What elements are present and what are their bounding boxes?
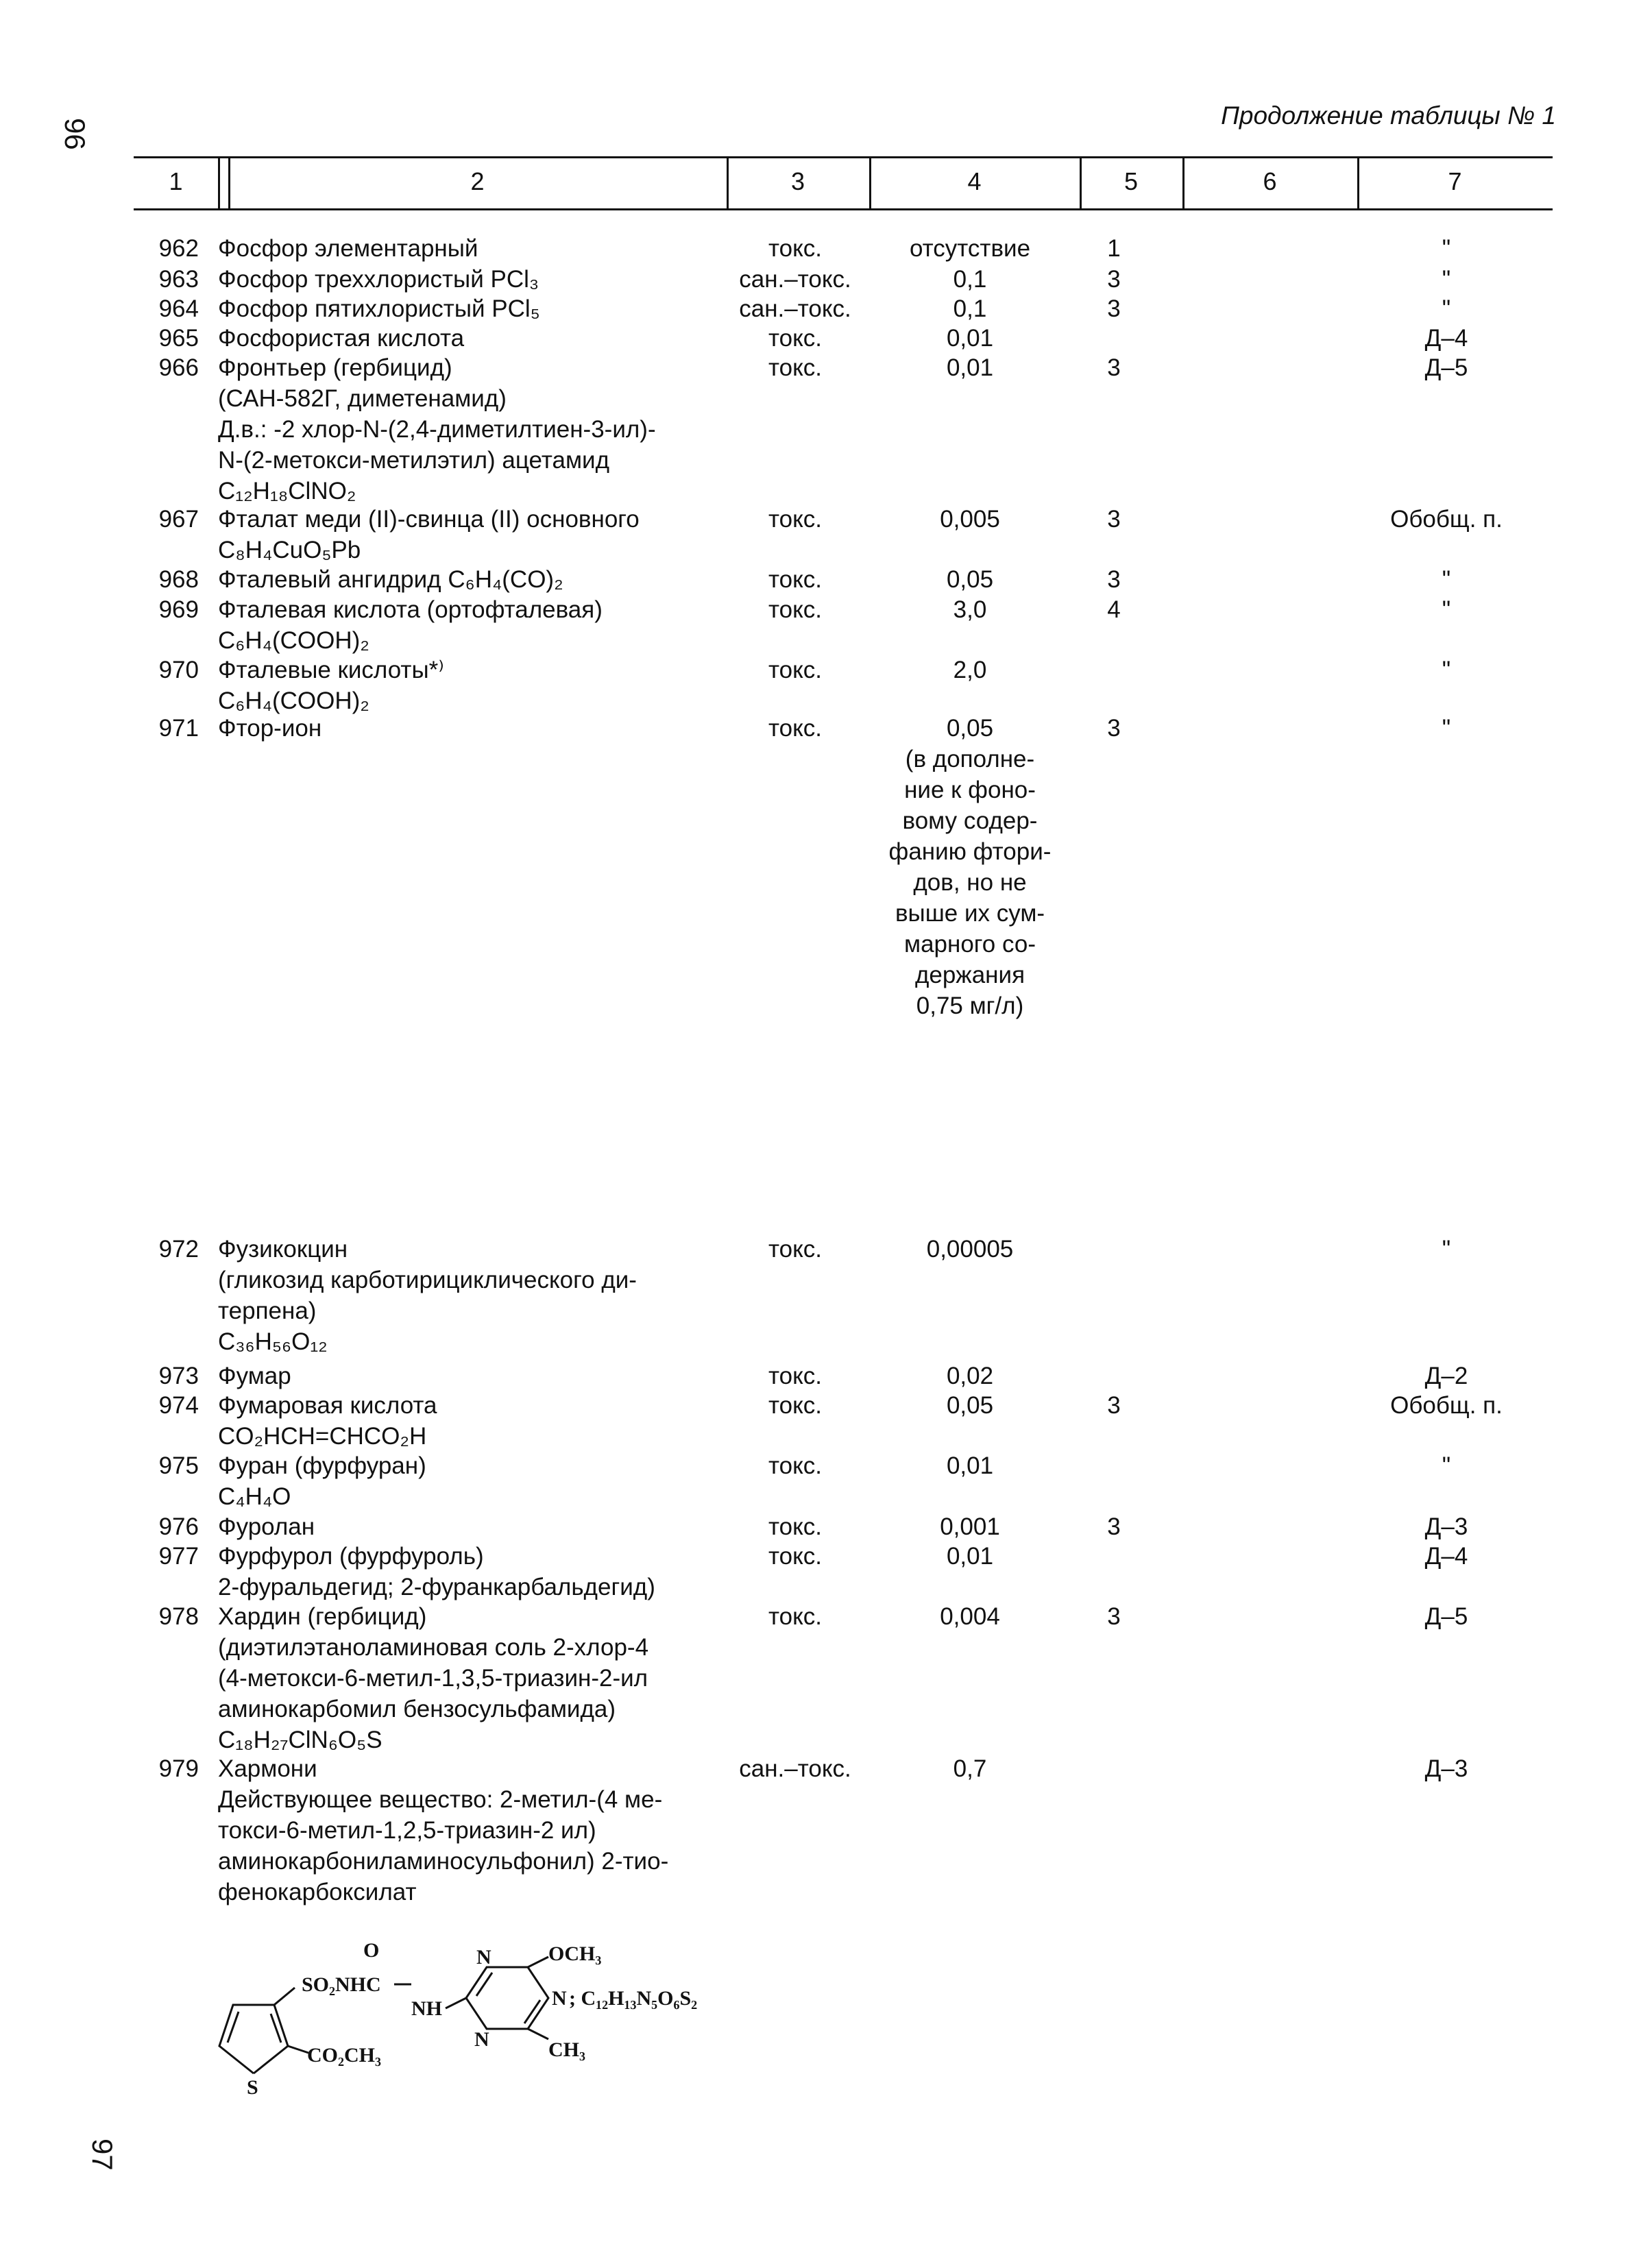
concentration-line: 0,1 bbox=[953, 295, 987, 322]
hazard-indicator: токс. bbox=[768, 235, 823, 262]
hazard-indicator: токс. bbox=[768, 325, 823, 352]
concentration-line: 0,01 bbox=[946, 1543, 994, 1570]
label-s: S bbox=[247, 2076, 258, 2099]
concentration-line: 0,001 bbox=[940, 1513, 1000, 1540]
header-top-rule bbox=[134, 156, 1553, 158]
hazard-indicator: токс. bbox=[768, 1236, 823, 1263]
substance-name-line: Фуролан bbox=[218, 1513, 315, 1540]
label-o: O bbox=[363, 1940, 380, 1962]
row-number: 970 bbox=[158, 657, 199, 683]
method-note: Обобщ. п. bbox=[1390, 506, 1503, 533]
substance-name-line: C₁₂H₁₈ClNO₂ bbox=[218, 478, 356, 504]
substance-name-line: C₈H₄CuO₅Pb bbox=[218, 537, 361, 563]
substance-name-line: аминокарбомил бензосульфамида) bbox=[218, 1696, 616, 1722]
row-number: 969 bbox=[158, 596, 199, 623]
hazard-class: 3 bbox=[1107, 566, 1121, 593]
substance-name-line: Фталевые кислоты*⁾ bbox=[218, 657, 444, 683]
concentration-value bbox=[864, 1234, 1076, 1265]
substance-name bbox=[218, 504, 725, 565]
substance-name bbox=[218, 564, 725, 595]
substance-name-line: Фумар bbox=[218, 1363, 291, 1389]
substance-name-line: Фталат меди (II)-свинца (II) основного bbox=[218, 506, 640, 533]
continuation-title: Продолжение таблицы № 1 bbox=[1221, 101, 1556, 130]
page-number-bottom: 97 bbox=[86, 2139, 119, 2171]
method-note: Д–2 bbox=[1424, 1363, 1468, 1389]
method-note: Д–5 bbox=[1424, 1603, 1468, 1630]
substance-name-line: Хармони bbox=[218, 1755, 317, 1782]
substance-name bbox=[218, 264, 725, 295]
hazard-indicator: сан.–токс. bbox=[739, 1755, 851, 1782]
hazard-indicator: токс. bbox=[768, 566, 823, 593]
substance-name-line: C₆H₄(COOH)₂ bbox=[218, 687, 369, 714]
concentration-value bbox=[864, 504, 1076, 535]
concentration-value bbox=[864, 1753, 1076, 1784]
row-number: 968 bbox=[158, 566, 199, 593]
substance-name-line: Фталевый ангидрид C₆H₄(CO)₂ bbox=[218, 566, 563, 593]
substance-name-line: C₆H₄(COOH)₂ bbox=[218, 627, 369, 654]
concentration-line: 0,01 bbox=[946, 1452, 994, 1479]
substance-name-line: Фуран (фурфуран) bbox=[218, 1452, 426, 1479]
hazard-indicator: токс. bbox=[768, 596, 823, 623]
method-note: " bbox=[1442, 715, 1451, 742]
substance-name-line: C₃₆H₅₆O₁₂ bbox=[218, 1328, 328, 1355]
concentration-line: 0,01 bbox=[946, 325, 994, 352]
concentration-line: держания bbox=[914, 962, 1025, 988]
hazard-indicator: токс. bbox=[768, 1452, 823, 1479]
concentration-value bbox=[864, 713, 1076, 1021]
substance-name-line: 2-фуральдегид; 2-фуранкарбальдегид) bbox=[218, 1574, 655, 1600]
substance-name bbox=[218, 233, 725, 264]
hazard-class: 3 bbox=[1107, 295, 1121, 322]
hazard-indicator: токс. bbox=[768, 1392, 823, 1419]
hazard-indicator: токс. bbox=[768, 1363, 823, 1389]
concentration-line: 0,7 bbox=[953, 1755, 987, 1782]
row-number: 963 bbox=[158, 266, 199, 293]
substance-name bbox=[218, 1541, 725, 1603]
row-number: 976 bbox=[158, 1513, 199, 1540]
concentration-value bbox=[864, 1601, 1076, 1632]
hazard-indicator: токс. bbox=[768, 715, 823, 742]
concentration-value bbox=[864, 1390, 1076, 1421]
concentration-line: выше их сум- bbox=[895, 900, 1045, 927]
concentration-line: (в дополне- bbox=[905, 746, 1035, 772]
method-note: " bbox=[1442, 295, 1451, 322]
concentration-value bbox=[864, 594, 1076, 625]
hazard-class: 3 bbox=[1107, 1603, 1121, 1630]
page-number-top: 96 bbox=[59, 118, 91, 150]
concentration-value bbox=[864, 233, 1076, 264]
method-note: Д–3 bbox=[1424, 1513, 1468, 1540]
concentration-value bbox=[864, 264, 1076, 295]
method-note: " bbox=[1442, 566, 1451, 593]
triazine-ring bbox=[466, 1967, 548, 2029]
label-nh: NH bbox=[411, 1997, 442, 2020]
concentration-line: 3,0 bbox=[953, 596, 987, 623]
row-number: 964 bbox=[158, 295, 199, 322]
substance-name-line: C₁₈H₂₇ClN₆O₅S bbox=[218, 1727, 382, 1753]
substance-name-line: Фосфористая кислота bbox=[218, 325, 465, 352]
concentration-value bbox=[864, 323, 1076, 354]
substance-name bbox=[218, 594, 725, 656]
concentration-line: 0,75 мг/л) bbox=[916, 992, 1024, 1019]
concentration-value bbox=[864, 1541, 1076, 1572]
hazard-indicator: токс. bbox=[768, 354, 823, 381]
substance-name-line: (САН-582Г, диметенамид) bbox=[218, 385, 507, 412]
header-col-1: 1 bbox=[169, 167, 183, 195]
hazard-indicator: токс. bbox=[768, 1513, 823, 1540]
harmony-structural-formula bbox=[206, 1940, 727, 2104]
substance-name-line: Хардин (гербицид) bbox=[218, 1603, 427, 1630]
method-note: " bbox=[1442, 1236, 1451, 1263]
substance-name bbox=[218, 1234, 725, 1357]
substance-name bbox=[218, 1601, 725, 1755]
concentration-line: 0,05 bbox=[946, 1392, 994, 1419]
row-number: 972 bbox=[158, 1236, 199, 1263]
substance-name-line: аминокарбониламиносульфонил) 2-тио- bbox=[218, 1848, 669, 1875]
concentration-line: вому содер- bbox=[902, 807, 1038, 834]
method-note: Д–5 bbox=[1424, 354, 1468, 381]
substance-name-line: терпена) bbox=[218, 1298, 317, 1324]
substance-name bbox=[218, 323, 725, 354]
label-co2ch3: CO₂CH₃ bbox=[307, 2044, 381, 2067]
method-note: Обобщ. п. bbox=[1390, 1392, 1503, 1419]
method-note: " bbox=[1442, 235, 1451, 262]
concentration-line: ние к фоно- bbox=[904, 777, 1036, 803]
concentration-value bbox=[864, 1450, 1076, 1481]
concentration-line: 0,00005 bbox=[926, 1236, 1014, 1263]
concentration-value bbox=[864, 293, 1076, 324]
header-col-2: 2 bbox=[470, 167, 485, 195]
row-number: 975 bbox=[158, 1452, 199, 1479]
substance-name-line: CO₂HCH=CHCO₂H bbox=[218, 1423, 427, 1450]
substance-name bbox=[218, 713, 725, 744]
hazard-indicator: сан.–токс. bbox=[739, 266, 851, 293]
hazard-class: 4 bbox=[1107, 596, 1121, 623]
substance-name-line: Фузикокцин bbox=[218, 1236, 348, 1263]
substance-name-line: Фурфурол (фурфуроль) bbox=[218, 1543, 484, 1570]
label-och3: OCH₃ bbox=[548, 1942, 602, 1965]
header-col-5: 5 bbox=[1123, 167, 1139, 195]
substance-name bbox=[218, 352, 725, 507]
substance-name-line: Фосфор треххлористый PCl₃ bbox=[218, 266, 539, 293]
substance-name-line: Д.в.: -2 хлор-N-(2,4-диметилтиен-3-ил)- bbox=[218, 416, 656, 443]
label-n-top: N bbox=[476, 1946, 491, 1969]
concentration-value bbox=[864, 1361, 1076, 1391]
row-number: 978 bbox=[158, 1603, 199, 1630]
substance-name bbox=[218, 655, 725, 716]
substance-name-line: Действующее вещество: 2-метил-(4 ме- bbox=[218, 1786, 663, 1813]
concentration-line: фанию фтори- bbox=[888, 838, 1052, 865]
method-note: Д–4 bbox=[1424, 325, 1468, 352]
concentration-line: 0,004 bbox=[940, 1603, 1000, 1630]
substance-name-line: фенокарбоксилат bbox=[218, 1879, 417, 1905]
substance-name bbox=[218, 1753, 725, 1908]
substance-name bbox=[218, 1450, 725, 1512]
hazard-indicator: токс. bbox=[768, 1543, 823, 1570]
header-col-6: 6 bbox=[1263, 167, 1277, 195]
substance-name-line: (4-метокси-6-метил-1,3,5-триазин-2-ил bbox=[218, 1665, 648, 1692]
substance-name-line: Фронтьер (гербицид) bbox=[218, 354, 452, 381]
hazard-indicator: сан.–токс. bbox=[739, 295, 851, 322]
row-number: 974 bbox=[158, 1392, 199, 1419]
substance-name-line: Фтор-ион bbox=[218, 715, 322, 742]
row-number: 979 bbox=[158, 1755, 199, 1782]
hazard-indicator: токс. bbox=[768, 657, 823, 683]
hazard-class: 3 bbox=[1107, 715, 1121, 742]
header-col-7: 7 bbox=[1448, 167, 1462, 195]
row-number: 971 bbox=[158, 715, 199, 742]
row-number: 962 bbox=[158, 235, 199, 262]
hazard-class: 3 bbox=[1107, 506, 1121, 533]
method-note: " bbox=[1442, 657, 1451, 683]
concentration-value bbox=[864, 564, 1076, 595]
row-number: 973 bbox=[158, 1363, 199, 1389]
substance-name-line: токси-6-метил-1,2,5-триазин-2 ил) bbox=[218, 1817, 596, 1844]
label-n-right: N bbox=[552, 1987, 567, 2010]
method-note: " bbox=[1442, 1452, 1451, 1479]
concentration-value bbox=[864, 655, 1076, 685]
substance-name-line: C₄H₄O bbox=[218, 1483, 291, 1510]
hazard-indicator: токс. bbox=[768, 1603, 823, 1630]
method-note: " bbox=[1442, 266, 1451, 293]
label-formula: ; C₁₂H₁₃N₅O₆S₂ bbox=[569, 1987, 698, 2010]
hazard-class: 1 bbox=[1107, 235, 1121, 262]
concentration-line: дов, но не bbox=[913, 869, 1027, 896]
row-number: 966 bbox=[158, 354, 199, 381]
substance-name-line: Фталевая кислота (ортофталевая) bbox=[218, 596, 603, 623]
row-number: 965 bbox=[158, 325, 199, 352]
hazard-class: 3 bbox=[1107, 1513, 1121, 1540]
hazard-class: 3 bbox=[1107, 354, 1121, 381]
row-number: 977 bbox=[158, 1543, 199, 1570]
concentration-line: 2,0 bbox=[953, 657, 987, 683]
header-bottom-rule bbox=[134, 208, 1553, 210]
hazard-indicator: токс. bbox=[768, 506, 823, 533]
header-col-4: 4 bbox=[967, 167, 982, 195]
method-note: " bbox=[1442, 596, 1451, 623]
hazard-class: 3 bbox=[1107, 1392, 1121, 1419]
substance-name bbox=[218, 293, 725, 324]
method-note: Д–3 bbox=[1424, 1755, 1468, 1782]
hazard-class: 3 bbox=[1107, 266, 1121, 293]
substance-name bbox=[218, 1361, 725, 1391]
header-divider bbox=[218, 156, 220, 210]
concentration-line: 0,05 bbox=[946, 715, 994, 742]
concentration-value bbox=[864, 1511, 1076, 1542]
substance-name bbox=[218, 1390, 725, 1452]
concentration-line: 0,01 bbox=[946, 354, 994, 381]
label-so2nhc: SO₂NHC bbox=[302, 1973, 381, 1996]
substance-name-line: (диэтилэтаноламиновая соль 2-хлор-4 bbox=[218, 1634, 649, 1661]
substance-name-line: Фосфор элементарный bbox=[218, 235, 478, 262]
concentration-line: отсутствие bbox=[909, 235, 1031, 262]
label-ch3: CH₃ bbox=[548, 2038, 585, 2061]
substance-name-line: Фумаровая кислота bbox=[218, 1392, 437, 1419]
concentration-line: 0,02 bbox=[946, 1363, 994, 1389]
substance-name-line: N-(2-метокси-метилэтил) ацетамид bbox=[218, 447, 609, 474]
substance-name-line: (гликозид карботирициклического ди- bbox=[218, 1267, 637, 1293]
substance-name-line: Фосфор пятихлористый PCl₅ bbox=[218, 295, 540, 322]
concentration-line: 0,05 bbox=[946, 566, 994, 593]
concentration-line: марного со- bbox=[904, 931, 1036, 958]
concentration-value bbox=[864, 352, 1076, 383]
row-number: 967 bbox=[158, 506, 199, 533]
method-note: Д–4 bbox=[1424, 1543, 1468, 1570]
substance-name bbox=[218, 1511, 725, 1542]
concentration-line: 0,1 bbox=[953, 266, 987, 293]
header-col-3: 3 bbox=[790, 167, 805, 195]
concentration-line: 0,005 bbox=[940, 506, 1000, 533]
label-n-bottom: N bbox=[474, 2028, 489, 2051]
